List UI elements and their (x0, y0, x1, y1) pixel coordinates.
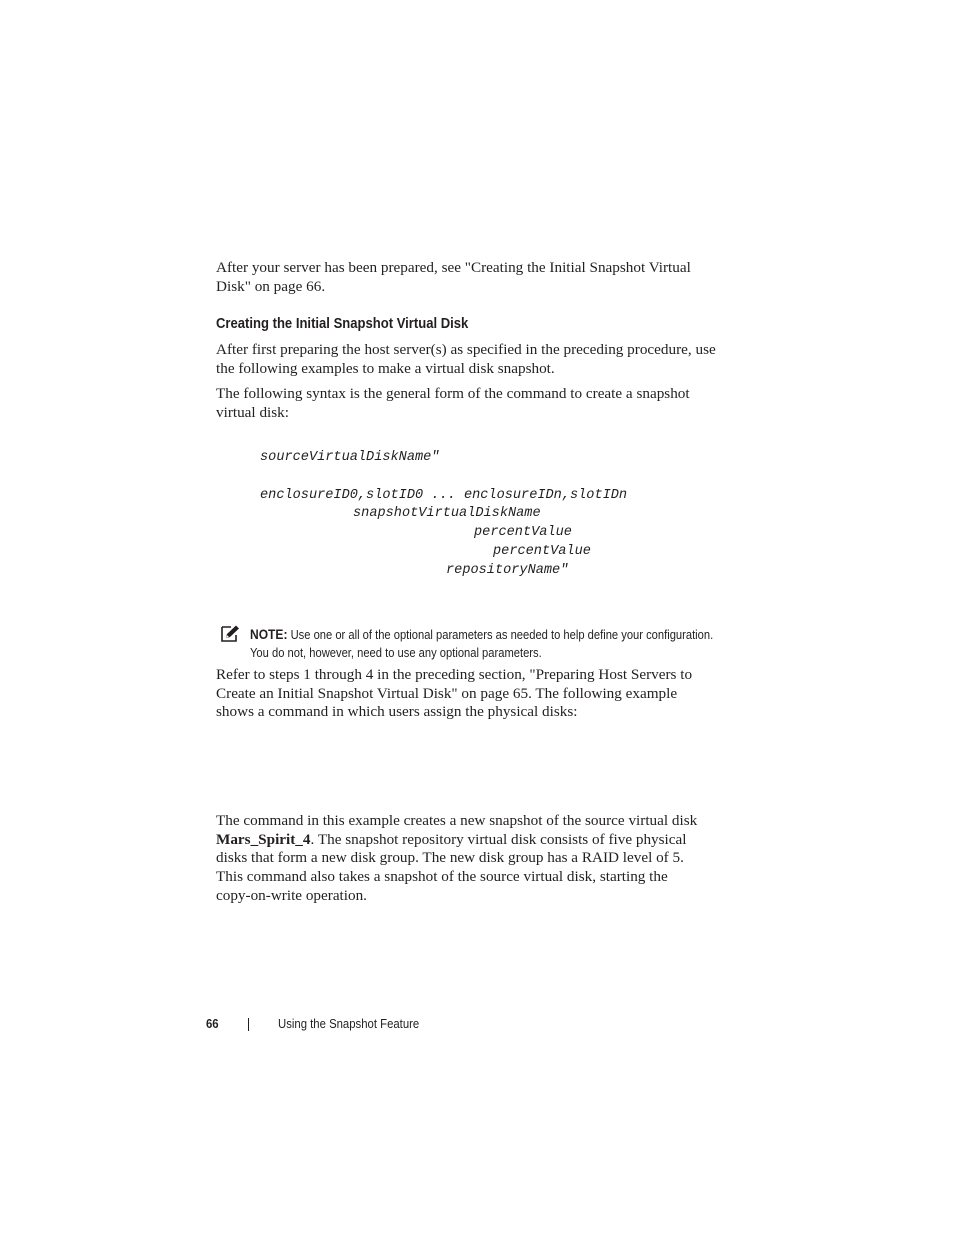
note-callout (250, 626, 732, 661)
syntax-line-percent-2: percentValue (493, 544, 591, 559)
page-number: 66 (206, 1016, 219, 1031)
intro-paragraph: After your server has been prepared, see "Creating the Initial Snapshot Virtual Disk" on page 66. (216, 259, 691, 295)
note-label: NOTE: (250, 626, 288, 642)
pencil-note-icon (219, 624, 241, 644)
section-paragraph-1: After first preparing the host server(s) as specified in the preceding procedure, use the following examples to make a virtual disk snapshot. (216, 341, 716, 377)
explanation-text-before: The command in this example creates a new snapshot of the source virtual disk (216, 812, 698, 829)
syntax-line-percent-1: percentValue (474, 525, 572, 540)
chapter-title: Using the Snapshot Feature (278, 1016, 420, 1031)
refer-paragraph: Refer to steps 1 through 4 in the preceding section, "Preparing Host Servers to Create an Initial Snapshot Virtual Disk" on page 65. The following example shows a command in which users assign the physical disks: (216, 666, 693, 721)
syntax-line-repository: repositoryName" (446, 563, 569, 578)
note-body: Use one or all of the optional parameters as needed to help define your configuration. You do not, however, need to use any optional parameters. (250, 627, 714, 660)
footer-separator (248, 1018, 249, 1031)
section-heading: Creating the Initial Snapshot Virtual Disk (216, 315, 469, 332)
explanation-text-after: . The snapshot repository virtual disk consists of five physical disks that form a new disk group. The new disk group has a RAID level of 5. This command also takes a snapshot of the source virtual disk, starting the copy-on-write operation. (216, 830, 687, 904)
section-paragraph-2: The following syntax is the general form of the command to create a snapshot virtual disk: (216, 385, 690, 421)
syntax-line-snapshot-name: snapshotVirtualDiskName (353, 506, 541, 521)
explanation-paragraph (216, 812, 706, 906)
disk-name: Mars_Spirit_4 (216, 830, 311, 848)
syntax-line-disks: enclosureID0,slotID0 ... enclosureIDn,slotIDn (260, 488, 628, 503)
syntax-line-source: sourceVirtualDiskName" (260, 450, 440, 465)
